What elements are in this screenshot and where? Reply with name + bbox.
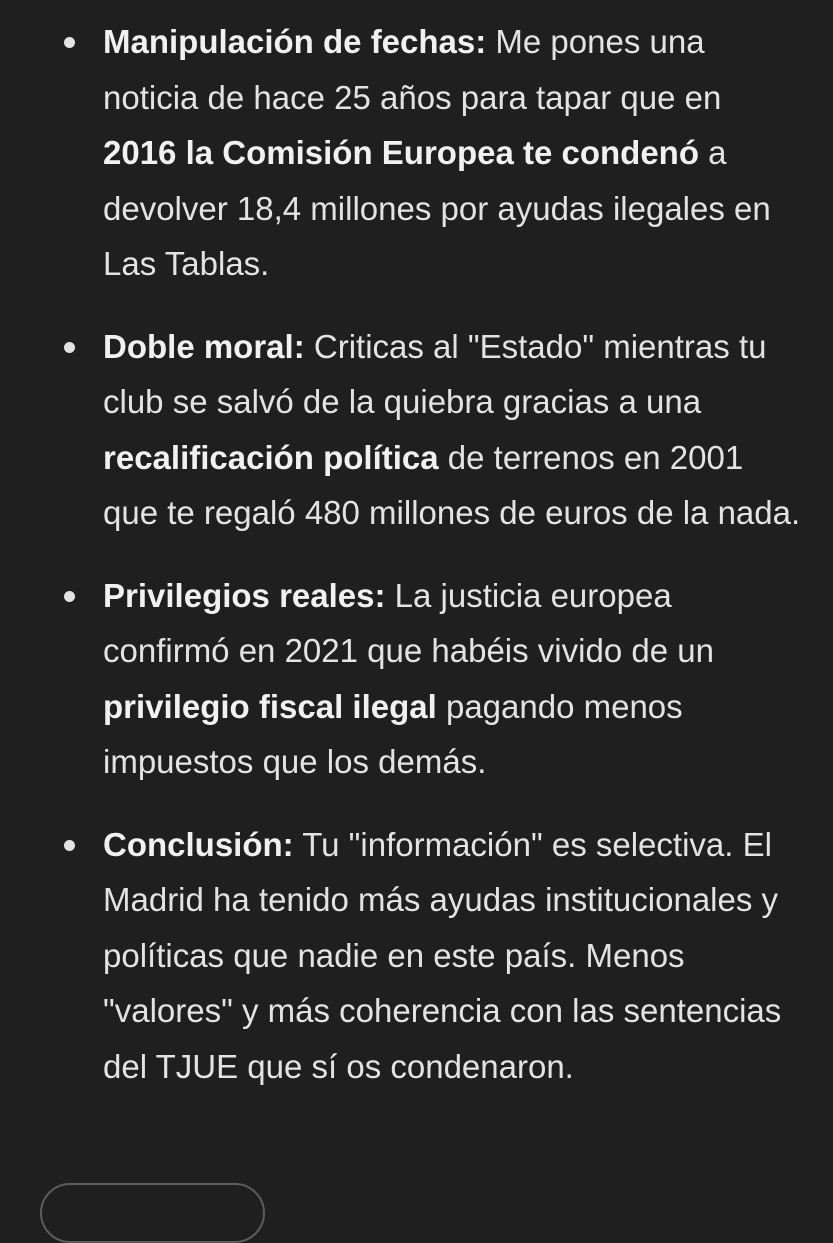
item-heading: Privilegios reales: xyxy=(103,576,386,614)
response-content xyxy=(0,14,833,1121)
item-text: La justicia europea confirmó en 2021 que habéis vivido de un xyxy=(103,576,714,669)
bullet-dot-icon xyxy=(64,591,75,602)
list-item xyxy=(0,568,833,790)
action-pill-button[interactable] xyxy=(40,1183,265,1243)
list-item xyxy=(0,319,833,541)
item-text: Me pones una noticia de hace 25 años para tapar que en xyxy=(103,23,722,116)
bullet-dot-icon xyxy=(64,37,75,48)
list-item xyxy=(0,14,833,292)
item-bold-text: 2016 la Comisión Europea te condenó xyxy=(103,134,699,171)
item-text: Criticas al "Estado" mientras tu club se salvó de la quiebra gracias a una xyxy=(103,327,767,420)
item-heading: Doble moral: xyxy=(103,327,305,365)
item-text: a devolver 18,4 millones por ayudas ilegales en Las Tablas. xyxy=(103,134,771,282)
item-text: de terrenos en 2001 que te regaló 480 millones de euros de la nada. xyxy=(103,438,801,531)
bullet-dot-icon xyxy=(64,342,75,353)
list-item xyxy=(0,817,833,1095)
item-bold-text: recalificación política xyxy=(103,438,439,476)
item-text: Tu "información" es selectiva. El Madrid ha tenido más ayudas institucionales y políticas que nadie en este país. Menos "valores" y más coherencia con las sentencias del TJUE que sí os condenaron. xyxy=(103,825,782,1085)
item-text: pagando menos impuestos que los demás. xyxy=(103,687,683,780)
bullet-dot-icon xyxy=(64,840,75,851)
item-heading: Conclusión: xyxy=(103,825,294,863)
item-bold-text: privilegio fiscal ilegal xyxy=(103,687,437,725)
item-heading: Manipulación de fechas: xyxy=(103,23,487,60)
bullet-list xyxy=(0,14,833,1094)
